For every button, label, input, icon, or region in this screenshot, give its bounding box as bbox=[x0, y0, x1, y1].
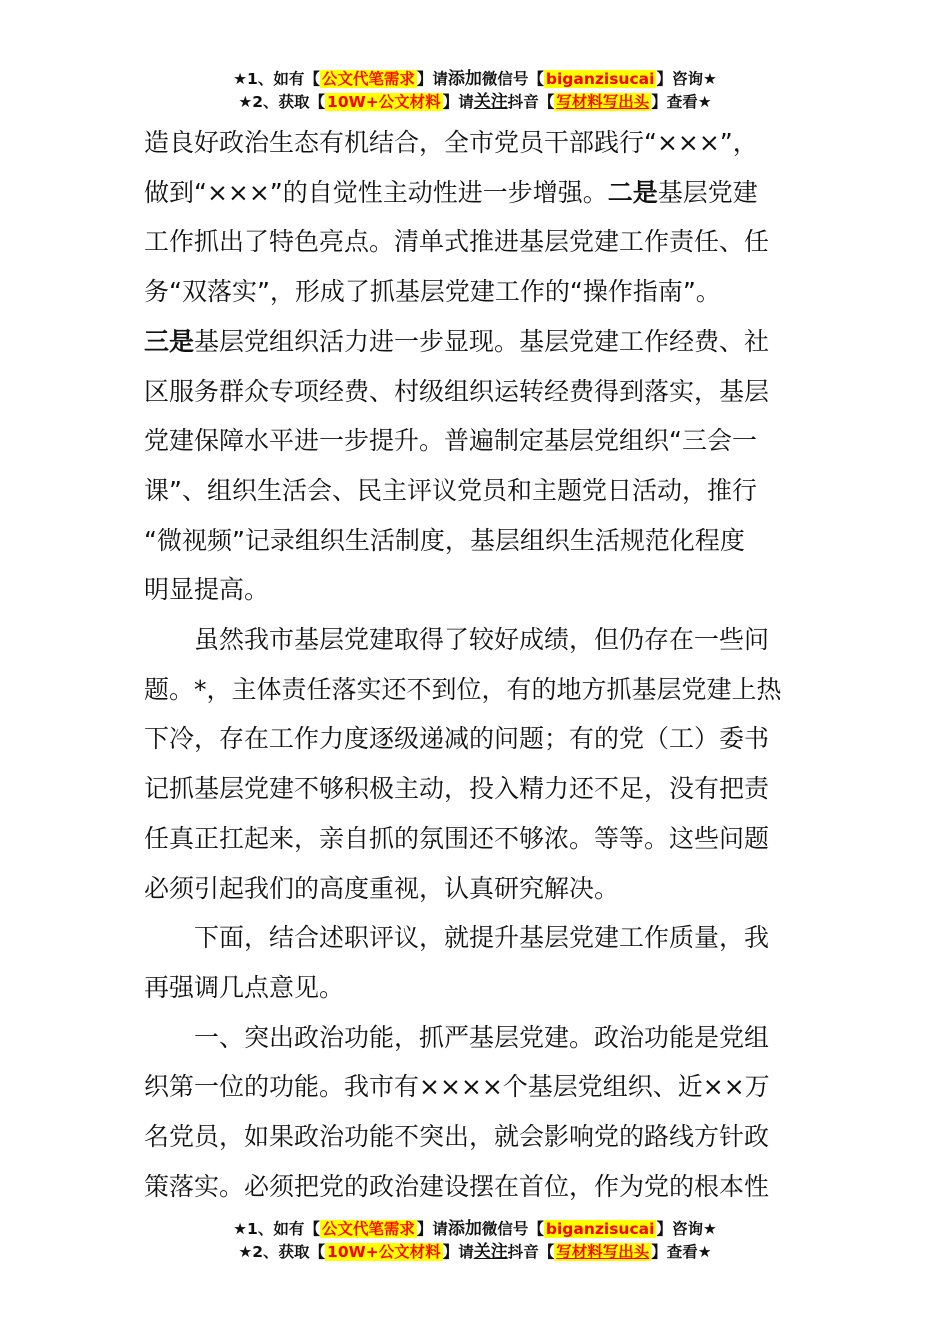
highlight-service: 公文代笔需求 bbox=[321, 70, 415, 88]
highlight-wechat-id: biganzisucai bbox=[545, 1220, 655, 1238]
header-banner bbox=[0, 68, 950, 114]
banner-text: 微信号【 bbox=[481, 1220, 544, 1238]
banner-text: 】请 bbox=[416, 1220, 448, 1238]
text-line: 再强调几点意见。 bbox=[144, 972, 345, 1002]
text-line: 一、突出政治功能，抓严基层党建。政治功能是党组 bbox=[194, 1022, 770, 1052]
banner-text: 】请 bbox=[442, 93, 474, 111]
text-line: 明显提高。 bbox=[144, 575, 270, 605]
banner-text: ★2、获取【 bbox=[238, 93, 326, 111]
document-body bbox=[144, 118, 804, 1211]
text-line: 虽然我市基层党建取得了较好成绩，但仍存在一些问 bbox=[194, 625, 770, 655]
banner-line-1 bbox=[0, 1218, 950, 1241]
footer-banner bbox=[0, 1218, 950, 1264]
text-line: 工作抓出了特色亮点。清单式推进基层党建工作责任、任 bbox=[144, 227, 770, 257]
banner-text: 】查看★ bbox=[651, 1243, 712, 1261]
text-line: 必须引起我们的高度重视，认真研究解决。 bbox=[144, 873, 620, 903]
banner-text: 抖音【 bbox=[507, 1243, 555, 1261]
text-line: 策落实。必须把党的政治建设摆在首位，作为党的根本性 bbox=[144, 1171, 770, 1201]
text-line: 织第一位的功能。我市有××××个基层党组织、近××万 bbox=[144, 1072, 770, 1102]
banner-emphasis: 关注 bbox=[473, 92, 508, 112]
banner-text: 抖音【 bbox=[507, 93, 555, 111]
bold-marker: 三是 bbox=[144, 326, 195, 356]
text-line: 区服务群众专项经费、村级组织运转经费得到落实，基层 bbox=[144, 376, 770, 406]
banner-line-1 bbox=[0, 68, 950, 91]
banner-text: ★2、获取【 bbox=[238, 1243, 326, 1261]
highlight-douyin: 写材料写出头 bbox=[556, 93, 650, 111]
text-line: 记抓基层党建不够积极主动，投入精力还不足，没有把责 bbox=[144, 774, 770, 804]
text-span: 做到“×××”的自觉性主动性进一步增强。 bbox=[144, 177, 608, 207]
bold-marker: 二是 bbox=[607, 177, 658, 207]
text-span: 基层党建 bbox=[657, 177, 758, 207]
text-line: 务“双落实”，形成了抓基层党建工作的“操作指南”。 bbox=[144, 277, 721, 307]
text-line: “微视频”记录组织生活制度，基层组织生活规范化程度 bbox=[144, 525, 745, 555]
banner-emphasis: 添加 bbox=[447, 1219, 482, 1239]
highlight-douyin: 写材料写出头 bbox=[556, 1243, 650, 1261]
text-line: 党建保障水平进一步提升。普遍制定基层党组织“三会一 bbox=[144, 426, 757, 456]
text-span: 基层党组织活力进一步显现。基层党建工作经费、社 bbox=[194, 326, 770, 356]
text-line: 造良好政治生态有机结合，全市党员干部践行“×××”， bbox=[144, 128, 758, 157]
banner-text: ★1、如有【 bbox=[233, 1220, 320, 1238]
banner-text: 】咨询★ bbox=[656, 1220, 717, 1238]
banner-text: 】请 bbox=[416, 70, 448, 88]
text-line: 下冷，存在工作力度逐级递减的问题；有的党（工）委书 bbox=[144, 724, 770, 754]
highlight-wechat-id: biganzisucai bbox=[545, 70, 655, 88]
banner-line-2 bbox=[0, 1241, 950, 1264]
banner-text: ★1、如有【 bbox=[233, 70, 320, 88]
text-line: 名党员，如果政治功能不突出，就会影响党的路线方针政 bbox=[144, 1122, 770, 1152]
text-line bbox=[144, 168, 804, 218]
text-line: 课”、组织生活会、民主评议党员和主题党日活动，推行 bbox=[144, 475, 757, 505]
banner-text: 】查看★ bbox=[651, 93, 712, 111]
highlight-materials: 10W+公文材料 bbox=[327, 93, 441, 111]
text-line: 题。*，主体责任落实还不到位，有的地方抓基层党建上热 bbox=[144, 674, 782, 704]
text-line bbox=[144, 317, 804, 367]
banner-text: 微信号【 bbox=[481, 70, 544, 88]
highlight-materials: 10W+公文材料 bbox=[327, 1243, 441, 1261]
text-line: 任真正扛起来，亲自抓的氛围还不够浓。等等。这些问题 bbox=[144, 823, 770, 853]
banner-emphasis: 添加 bbox=[447, 69, 482, 89]
banner-text: 】请 bbox=[442, 1243, 474, 1261]
banner-line-2 bbox=[0, 91, 950, 114]
text-line: 下面，结合述职评议，就提升基层党建工作质量，我 bbox=[194, 923, 770, 953]
banner-text: 】咨询★ bbox=[656, 70, 717, 88]
highlight-service: 公文代笔需求 bbox=[321, 1220, 415, 1238]
banner-emphasis: 关注 bbox=[473, 1242, 508, 1262]
